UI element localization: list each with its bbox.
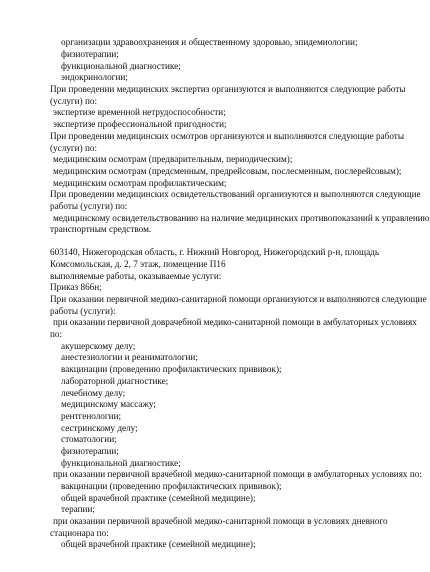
list-item: лабораторной диагностике; (61, 376, 169, 386)
list-item: физиотерапии; (61, 446, 119, 456)
text-line: Приказ 866н; (50, 282, 102, 292)
list-item: рентгенологии; (61, 411, 122, 421)
text-line: организации здравоохранения и общественному здоровью, эпидемиологии; (61, 37, 358, 47)
text-line: работы (услуги): (50, 306, 116, 316)
text-line: (услуги) по: (50, 143, 98, 153)
list-item: терапии; (61, 504, 95, 514)
list-item: лечебному делу; (61, 388, 126, 398)
text-line: медицинским осмотрам профилактическим; (53, 178, 227, 188)
text-line: эндокринологии; (61, 72, 128, 82)
list-item: сестринскому делу; (61, 423, 138, 433)
text-line: при оказании первичной врачебной медико-санитарной помощи в амбулаторных условиях по: (53, 469, 422, 479)
text-line: При оказании первичной медико-санитарной помощи организуются и выполняются следующие (50, 294, 427, 304)
text-line: экспертизе временной нетрудоспособности; (53, 107, 226, 117)
list-item: вакцинации (проведению профилактических прививок); (61, 481, 282, 491)
text-line: функциональной диагностике; (61, 61, 181, 71)
address-line: Комсомольская, д. 2, 7 этаж, помещение П16 (50, 259, 226, 269)
text-line: медицинским осмотрам (предварительным, периодическим); (53, 154, 293, 164)
text-line: при оказании первичной врачебной медико-санитарной помощи в условиях дневного (53, 516, 388, 526)
text-line: выполняемые работы, оказываемые услуги: (50, 271, 222, 281)
list-item: вакцинации (проведению профилактических прививок); (61, 364, 282, 374)
text-line: При проведении медицинских осмотров организуются и выполняются следующие работы (50, 131, 404, 141)
text-line: работы (услуги) по: (50, 201, 128, 211)
text-line: При проведении медицинских освидетельствований организуются и выполняются следующие (50, 189, 421, 199)
text-line: физиотерапии; (61, 49, 119, 59)
list-item: анестезиологии и реаниматологии; (61, 352, 198, 362)
text-line: При проведении медицинских экспертиз организуются и выполняются следующие работы (50, 84, 406, 94)
list-item: медицинскому массажу; (61, 399, 156, 409)
text-line: (услуги) по: (50, 96, 98, 106)
text-line: транспортным средством. (50, 224, 152, 234)
text-line: экспертизе профессиональной пригодности; (53, 119, 227, 129)
list-item: функциональной диагностике; (61, 458, 181, 468)
text-line: медицинским осмотрам (предсменным, предрейсовым, послесменным, послерейсовым); (53, 166, 402, 176)
list-item: стоматологии; (61, 434, 117, 444)
text-line: медицинскому освидетельствованию на наличие медицинских противопоказаний к управлению (53, 213, 430, 223)
list-item: общей врачебной практике (семейной медицине); (61, 493, 256, 503)
list-item: общей врачебной практике (семейной медицине); (61, 539, 256, 549)
text-line: по: (50, 329, 63, 339)
text-line: при оказании первичной доврачебной медико-санитарной помощи в амбулаторных условиях (53, 317, 417, 327)
text-line: стационара по: (50, 528, 109, 538)
list-item: акушерскому делу; (61, 341, 136, 351)
address-line: 603140, Нижегородская область, г. Нижний Новгород, Нижегородский р-н, площадь (50, 247, 380, 257)
